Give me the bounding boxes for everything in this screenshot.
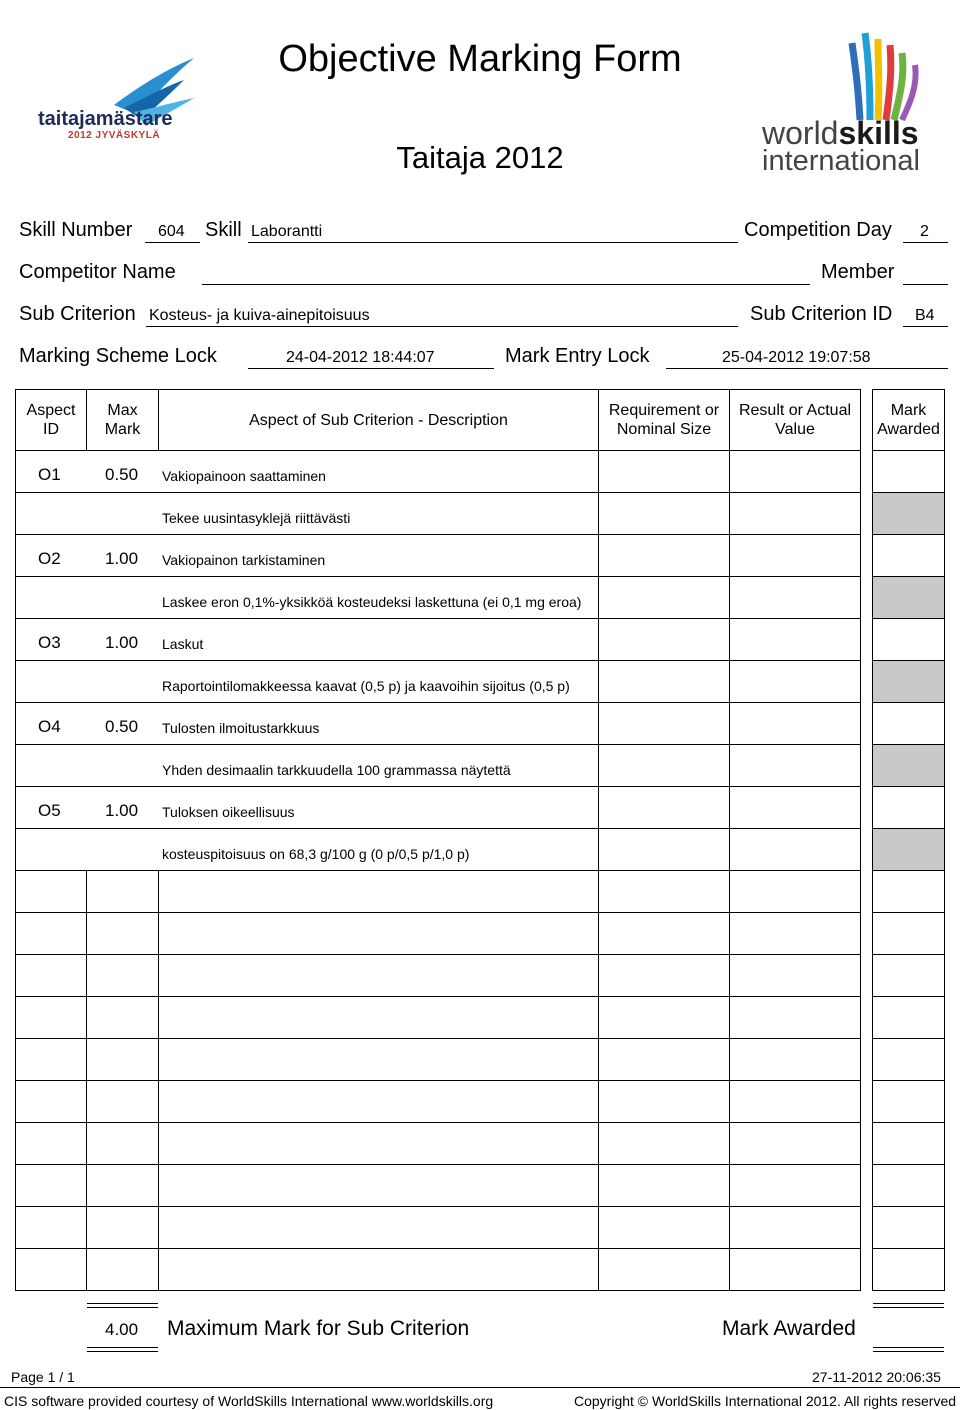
table-awarded-cell[interactable] — [872, 1164, 945, 1207]
table-description-cell — [158, 1164, 599, 1207]
table-result-cell[interactable] — [729, 1164, 861, 1207]
table-awarded-cell[interactable] — [872, 786, 945, 829]
worldskills-logo — [760, 25, 935, 180]
header-result — [729, 389, 861, 451]
table-description-cell — [158, 870, 599, 913]
worldskills-logo-line2: international — [762, 145, 920, 177]
table-aspect-id-cell — [15, 1206, 87, 1249]
table-aspect-id-cell — [15, 1080, 87, 1123]
row-detail: Tekee uusintasyklejä riittävästi — [162, 510, 351, 526]
row-max-mark: 1.00 — [105, 801, 139, 820]
table-aspect-id-cell — [15, 870, 87, 913]
table-description-cell — [158, 618, 599, 661]
table-awarded-cell[interactable] — [872, 492, 945, 535]
table-awarded-cell[interactable] — [872, 1248, 945, 1291]
header-result-line1: Result or Actual — [738, 402, 852, 419]
print-timestamp: 27-11-2012 20:06:35 — [812, 1369, 941, 1385]
table-awarded-cell[interactable] — [872, 744, 945, 787]
table-awarded-cell[interactable] — [872, 870, 945, 913]
table-aspect-id-cell — [15, 996, 87, 1039]
table-aspect-id-cell — [15, 1122, 87, 1165]
worldskills-logo-world: world — [762, 115, 839, 151]
mark-awarded-rule-top — [873, 1303, 944, 1308]
table-awarded-cell[interactable] — [872, 1206, 945, 1249]
table-result-cell[interactable] — [729, 702, 861, 745]
max-total-rule-top — [87, 1303, 158, 1308]
table-requirement-cell[interactable] — [598, 1164, 730, 1207]
footer-credit: CIS software provided courtesy of WorldSkills International www.worldskills.org — [4, 1393, 494, 1409]
competitor-name-line — [202, 284, 810, 285]
table-result-cell[interactable] — [729, 576, 861, 619]
table-awarded-cell[interactable] — [872, 660, 945, 703]
sub-criterion-id-label: Sub Criterion ID — [750, 303, 893, 325]
table-requirement-cell[interactable] — [598, 996, 730, 1039]
table-result-cell[interactable] — [729, 744, 861, 787]
row-max-mark: 0.50 — [105, 465, 139, 484]
table-max-mark-cell — [86, 1122, 159, 1165]
worldskills-brush-icon — [760, 25, 935, 125]
table-aspect-id-cell — [15, 744, 87, 787]
sub-criterion-value: Kosteus- ja kuiva-ainepitoisuus — [149, 307, 370, 324]
table-max-mark-cell — [86, 996, 159, 1039]
sub-criterion-id-line — [903, 326, 948, 327]
skill-number-line — [145, 242, 200, 243]
row-separator — [15, 492, 599, 493]
skill-number-value: 604 — [158, 223, 185, 240]
competition-day-line — [903, 242, 948, 243]
table-result-cell[interactable] — [729, 492, 861, 535]
table-result-cell[interactable] — [729, 912, 861, 955]
row-max-mark: 1.00 — [105, 633, 139, 652]
table-description-cell — [158, 954, 599, 997]
header-requirement-line2: Nominal Size — [616, 421, 712, 438]
footer-divider — [0, 1387, 960, 1388]
skill-line — [248, 242, 738, 243]
table-max-mark-cell — [86, 1080, 159, 1123]
table-max-mark-cell — [86, 744, 159, 787]
table-description-cell — [158, 996, 599, 1039]
row-id: O4 — [38, 717, 61, 736]
table-description-cell — [158, 1080, 599, 1123]
table-max-mark-cell — [86, 1038, 159, 1081]
header-max-mark-line2: Mark — [104, 421, 141, 438]
table-result-cell[interactable] — [729, 1038, 861, 1081]
table-aspect-id-cell — [15, 492, 87, 535]
table-result-cell[interactable] — [729, 1122, 861, 1165]
header-awarded-line2: Awarded — [877, 421, 940, 438]
table-max-mark-cell — [86, 660, 159, 703]
form-title: Objective Marking Form — [278, 38, 682, 80]
competitor-name-label: Competitor Name — [19, 261, 176, 283]
table-requirement-cell[interactable] — [598, 1080, 730, 1123]
table-max-mark-cell — [86, 1164, 159, 1207]
table-description-cell — [158, 1038, 599, 1081]
table-result-cell[interactable] — [729, 660, 861, 703]
taitaja-logo-sub: 2012 JYVÄSKYLÄ — [68, 130, 161, 141]
header-max-mark — [86, 389, 159, 451]
table-max-mark-cell — [86, 1248, 159, 1291]
row-detail: Yhden desimaalin tarkkuudella 100 grammassa näytettä — [162, 762, 511, 778]
table-result-cell[interactable] — [729, 954, 861, 997]
table-awarded-cell[interactable] — [872, 1038, 945, 1081]
page-number: Page 1 / 1 — [11, 1369, 75, 1385]
table-description-cell — [158, 1248, 599, 1291]
table-requirement-cell[interactable] — [598, 744, 730, 787]
footer-copyright: Copyright © WorldSkills International 2012. All rights reserved — [574, 1393, 957, 1409]
header-requirement-line1: Requirement or — [608, 402, 720, 419]
row-detail: Laskee eron 0,1%-yksikköä kosteudeksi laskettuna (ei 0,1 mg eroa) — [162, 594, 582, 610]
table-awarded-cell[interactable] — [872, 702, 945, 745]
table-requirement-cell[interactable] — [598, 870, 730, 913]
table-requirement-cell[interactable] — [598, 702, 730, 745]
skill-label: Skill — [205, 219, 242, 241]
skill-number-label: Skill Number — [19, 219, 133, 241]
table-aspect-id-cell — [15, 576, 87, 619]
table-awarded-cell[interactable] — [872, 1080, 945, 1123]
row-separator — [15, 744, 599, 745]
table-max-mark-cell — [86, 576, 159, 619]
row-max-mark: 0.50 — [105, 717, 139, 736]
table-result-cell[interactable] — [729, 996, 861, 1039]
row-separator — [15, 828, 599, 829]
table-result-cell[interactable] — [729, 786, 861, 829]
table-requirement-cell[interactable] — [598, 912, 730, 955]
max-total-rule-bottom — [87, 1347, 158, 1352]
member-label: Member — [821, 261, 895, 283]
table-result-cell[interactable] — [729, 534, 861, 577]
header-requirement — [598, 389, 730, 451]
competition-day-label: Competition Day — [744, 219, 892, 241]
table-awarded-cell[interactable] — [872, 1122, 945, 1165]
sub-criterion-id-value: B4 — [915, 307, 935, 324]
marking-scheme-lock-label: Marking Scheme Lock — [19, 345, 217, 367]
row-max-mark: 1.00 — [105, 549, 139, 568]
header-awarded-line1: Mark — [890, 402, 927, 419]
taitaja-logo — [34, 50, 204, 145]
header-description: Aspect of Sub Criterion - Description — [249, 411, 508, 429]
row-separator — [15, 576, 599, 577]
marking-scheme-lock-line — [248, 368, 494, 369]
row-detail: kosteuspitoisuus on 68,3 g/100 g (0 p/0,5 p/1,0 p) — [162, 846, 470, 862]
table-requirement-cell[interactable] — [598, 954, 730, 997]
row-title: Laskut — [162, 636, 204, 652]
row-id: O2 — [38, 549, 61, 568]
mark-entry-lock-label: Mark Entry Lock — [505, 345, 650, 367]
mark-entry-lock-line — [666, 368, 948, 369]
table-aspect-id-cell — [15, 660, 87, 703]
event-title: Taitaja 2012 — [396, 140, 564, 175]
sub-criterion-line — [146, 326, 738, 327]
taitaja-logo-name: taitajamästare — [38, 108, 173, 130]
table-requirement-cell[interactable] — [598, 1038, 730, 1081]
table-aspect-id-cell — [15, 954, 87, 997]
table-max-mark-cell — [86, 492, 159, 535]
header-awarded — [872, 389, 945, 451]
table-aspect-id-cell — [15, 912, 87, 955]
header-result-line2: Value — [775, 421, 815, 438]
table-awarded-cell[interactable] — [872, 576, 945, 619]
table-max-mark-cell — [86, 828, 159, 871]
table-result-cell[interactable] — [729, 828, 861, 871]
table-max-mark-cell — [86, 870, 159, 913]
sub-criterion-label: Sub Criterion — [19, 303, 136, 325]
member-line — [903, 284, 948, 285]
table-description-cell — [158, 1206, 599, 1249]
header-aspect-id-line2: ID — [43, 421, 59, 438]
table-max-mark-cell — [86, 1206, 159, 1249]
table-requirement-cell[interactable] — [598, 1248, 730, 1291]
skill-value: Laborantti — [251, 223, 323, 240]
table-awarded-cell[interactable] — [872, 534, 945, 577]
table-requirement-cell[interactable] — [598, 618, 730, 661]
row-id: O3 — [38, 633, 61, 652]
table-result-cell[interactable] — [729, 1206, 861, 1249]
table-requirement-cell[interactable] — [598, 450, 730, 493]
table-requirement-cell[interactable] — [598, 786, 730, 829]
header-max-mark-line1: Max — [107, 402, 138, 419]
table-requirement-cell[interactable] — [598, 828, 730, 871]
row-title: Vakiopainon tarkistaminen — [162, 552, 326, 568]
table-max-mark-cell — [86, 912, 159, 955]
table-result-cell[interactable] — [729, 450, 861, 493]
row-title: Vakiopainoon saattaminen — [162, 468, 326, 484]
mark-awarded-label: Mark Awarded — [722, 1317, 856, 1340]
row-id: O5 — [38, 801, 61, 820]
table-result-cell[interactable] — [729, 1080, 861, 1123]
table-result-cell[interactable] — [729, 1248, 861, 1291]
table-awarded-cell[interactable] — [872, 954, 945, 997]
table-awarded-cell[interactable] — [872, 828, 945, 871]
competition-day-value: 2 — [920, 223, 929, 240]
row-separator — [15, 660, 599, 661]
table-aspect-id-cell — [15, 828, 87, 871]
max-total-label: Maximum Mark for Sub Criterion — [167, 1317, 470, 1340]
row-id: O1 — [38, 465, 61, 484]
worldskills-logo-skills: skills — [838, 115, 919, 151]
table-requirement-cell[interactable] — [598, 534, 730, 577]
table-aspect-id-cell — [15, 1164, 87, 1207]
header-aspect-id-line1: Aspect — [26, 402, 76, 419]
table-awarded-cell[interactable] — [872, 996, 945, 1039]
row-title: Tuloksen oikeellisuus — [162, 804, 295, 820]
row-detail: Raportointilomakkeessa kaavat (0,5 p) ja kaavoihin sijoitus (0,5 p) — [162, 678, 570, 694]
header-aspect-id — [15, 389, 87, 451]
max-total-value: 4.00 — [105, 1320, 139, 1339]
table-requirement-cell[interactable] — [598, 492, 730, 535]
marking-scheme-lock-value: 24-04-2012 18:44:07 — [286, 349, 435, 366]
table-awarded-cell[interactable] — [872, 618, 945, 661]
mark-entry-lock-value: 25-04-2012 19:07:58 — [722, 349, 871, 366]
table-result-cell[interactable] — [729, 870, 861, 913]
table-requirement-cell[interactable] — [598, 576, 730, 619]
mark-awarded-rule-bottom — [873, 1347, 944, 1352]
table-description-cell — [158, 912, 599, 955]
table-awarded-cell[interactable] — [872, 912, 945, 955]
table-max-mark-cell — [86, 954, 159, 997]
table-description-cell — [158, 1122, 599, 1165]
table-aspect-id-cell — [15, 1038, 87, 1081]
table-requirement-cell[interactable] — [598, 660, 730, 703]
table-requirement-cell[interactable] — [598, 1206, 730, 1249]
table-result-cell[interactable] — [729, 618, 861, 661]
table-aspect-id-cell — [15, 1248, 87, 1291]
table-requirement-cell[interactable] — [598, 1122, 730, 1165]
row-title: Tulosten ilmoitustarkkuus — [162, 720, 320, 736]
table-awarded-cell[interactable] — [872, 450, 945, 493]
